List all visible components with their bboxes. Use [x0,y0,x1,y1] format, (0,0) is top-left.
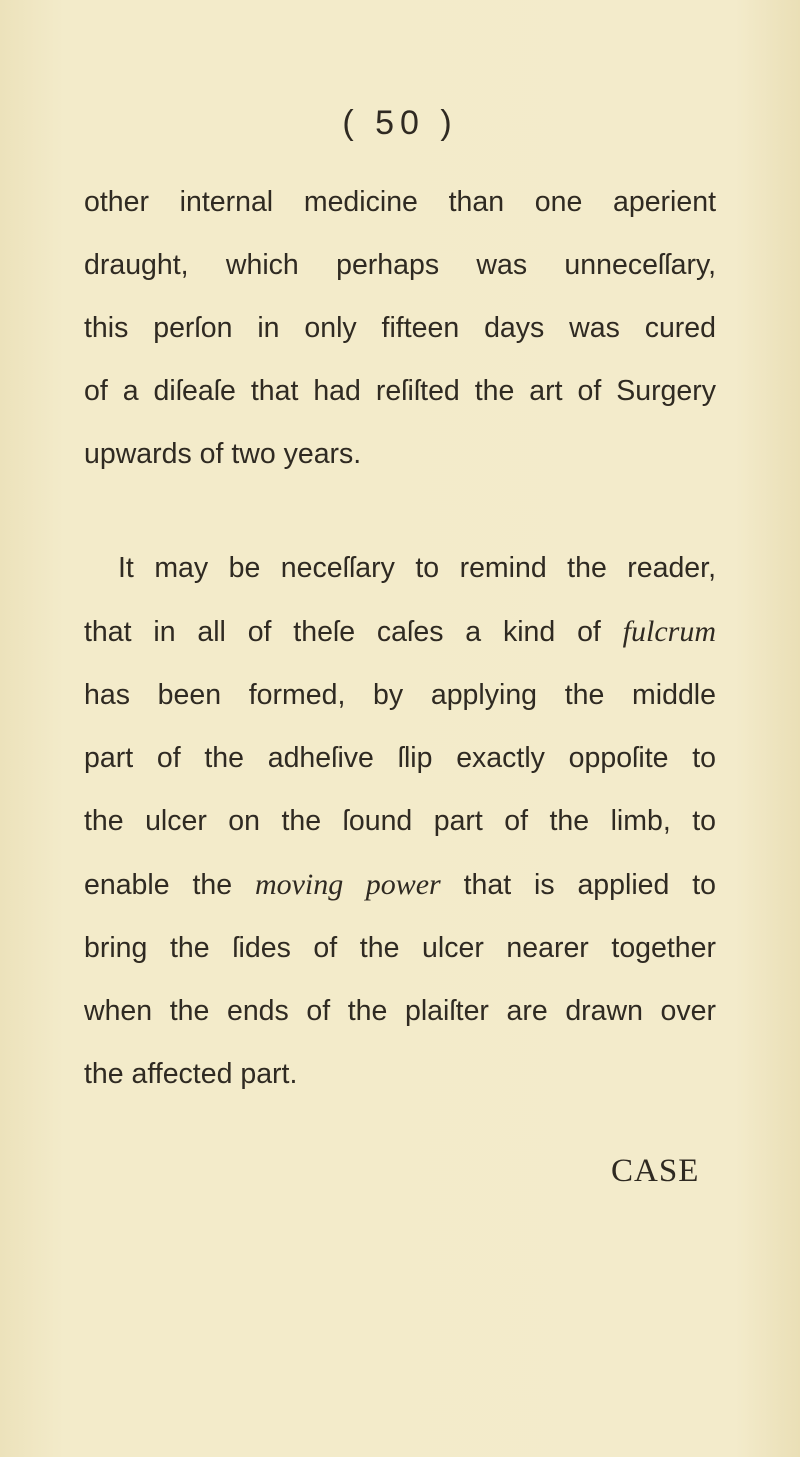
text-line: of a diſeaſe that had reſiſted the art of Surgery [84,375,716,407]
italic-term-moving-power: moving power [254,868,441,901]
text-line: part of the adheſive ſlip exactly oppoſite to [84,742,716,774]
text-line: the ulcer on the ſound part of the limb, to [84,805,716,837]
paragraph-1 [84,171,716,486]
text-line: this perſon in only fifteen days was cured [84,312,716,344]
text-line: draught, which perhaps was unneceſſary, [84,249,716,281]
paragraph-2 [84,537,716,1106]
text-segment: enable the [84,869,233,901]
text-line: when the ends of the plaiſter are drawn over [84,995,716,1027]
text-segment: that is applied to [463,869,716,901]
text-segment: that in all of theſe caſes a kind of [84,616,601,648]
text-line [84,600,716,664]
text-line: bring the ſides of the ulcer nearer together [84,932,716,964]
text-line [84,853,716,917]
text-line: has been formed, by applying the middle [84,679,716,711]
catchword: CASE [611,1153,700,1189]
text-line: other internal medicine than one aperient [84,186,716,218]
text-line: It may be neceſſary to remind the reader, [118,552,716,584]
text-line: upwards of two years. [84,438,362,470]
page-number: ( 50 ) [342,104,458,142]
italic-term-fulcrum: fulcrum [622,615,716,648]
text-line: the affected part. [84,1058,298,1090]
